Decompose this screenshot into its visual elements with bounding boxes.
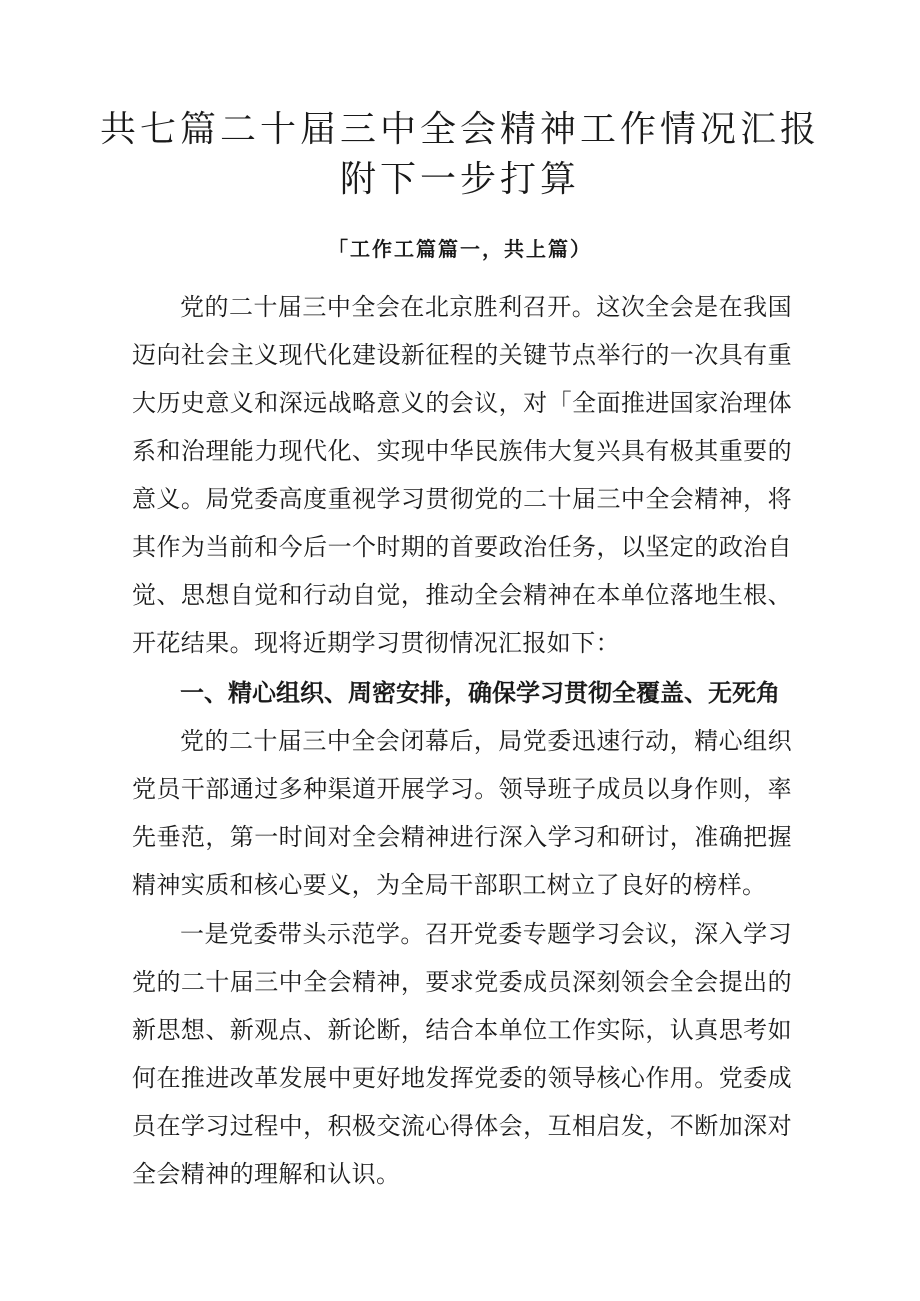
section-heading-1: 一、精心组织、周密安排，确保学习贯彻全覆盖、无死角 <box>180 679 780 707</box>
document-title-line2: 附下一步打算 <box>339 159 580 200</box>
document-subtitle: 「工作工篇篇一，共上篇） <box>328 237 592 261</box>
body-paragraph-3: 一是党委带头示范学。召开党委专题学习会议，深入学习党的二十届三中全会精神，要求党委成员深刻领会全会提出的新思想、新观点、新论断，结合本单位工作实际，认真思考如何在推进改革发展中更好地发挥党委的领导核心作用。党委成员在学习过程中，积极交流心得体会，互相启发，不断加深对全会精神的理解和认识。 <box>132 920 792 1188</box>
document-title: 共七篇二十届三中全会精神工作情况汇报 <box>99 109 820 150</box>
body-paragraph-2: 党的二十届三中全会闭幕后，局党委迅速行动，精心组织党员干部通过多种渠道开展学习。领导班子成员以身作则，率先垂范，第一时间对全会精神进行深入学习和研讨，准确把握精神实质和核心要义，为全局干部职工树立了良好的榜样。 <box>132 727 792 899</box>
intro-paragraph: 党的二十届三中全会在北京胜利召开。这次全会是在我国迈向社会主义现代化建设新征程的关键节点举行的一次具有重大历史意义和深远战略意义的会议，对「全面推进国家治理体系和治理能力现代化、实现中华民族伟大复兴具有极其重要的意义。局党委高度重视学习贯彻党的二十届三中全会精神，将其作为当前和今后一个时期的首要政治任务，以坚定的政治自觉、思想自觉和行动自觉，推动全会精神在本单位落地生根、开花结果。现将近期学习贯彻情况汇报如下： <box>132 293 792 657</box>
